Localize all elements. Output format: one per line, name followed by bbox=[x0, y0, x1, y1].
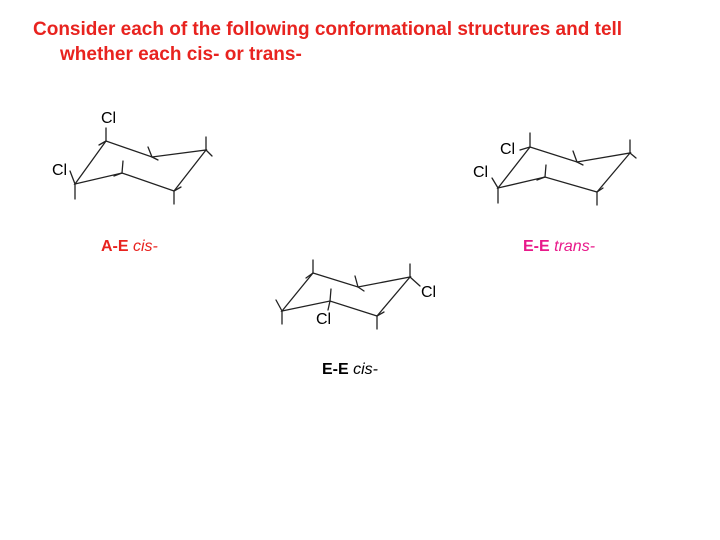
substituent-label-cl: Cl bbox=[101, 110, 117, 127]
caption-ee-cis bbox=[322, 360, 378, 380]
hydrogen-bond bbox=[330, 289, 331, 301]
caption-prefix: E-E bbox=[322, 361, 354, 378]
substituent-label-cl: Cl bbox=[500, 141, 516, 158]
substituent-label-cl: Cl bbox=[52, 162, 68, 179]
equatorial-bond-cl bbox=[328, 301, 330, 310]
hydrogen-bond bbox=[276, 300, 282, 311]
substituent-label-cl: Cl bbox=[421, 284, 437, 301]
hydrogen-bond bbox=[358, 287, 364, 291]
slide-title-line-1: Consider each of the following conformational structures and tell bbox=[33, 19, 623, 40]
substituent-label-cl: Cl bbox=[473, 164, 489, 181]
caption-italic: cis- bbox=[353, 361, 379, 378]
hydrogen-bond bbox=[355, 276, 358, 287]
ring-bond bbox=[282, 273, 410, 316]
caption-italic: cis- bbox=[133, 238, 158, 255]
substituent-label-cl: Cl bbox=[316, 311, 332, 328]
caption-prefix: A-E bbox=[101, 238, 133, 255]
caption-prefix: E-E bbox=[523, 238, 555, 255]
caption-italic: trans- bbox=[554, 238, 596, 255]
slide-title-line-2: whether each cis- or trans- bbox=[60, 44, 302, 65]
equatorial-bond-cl bbox=[410, 277, 420, 286]
